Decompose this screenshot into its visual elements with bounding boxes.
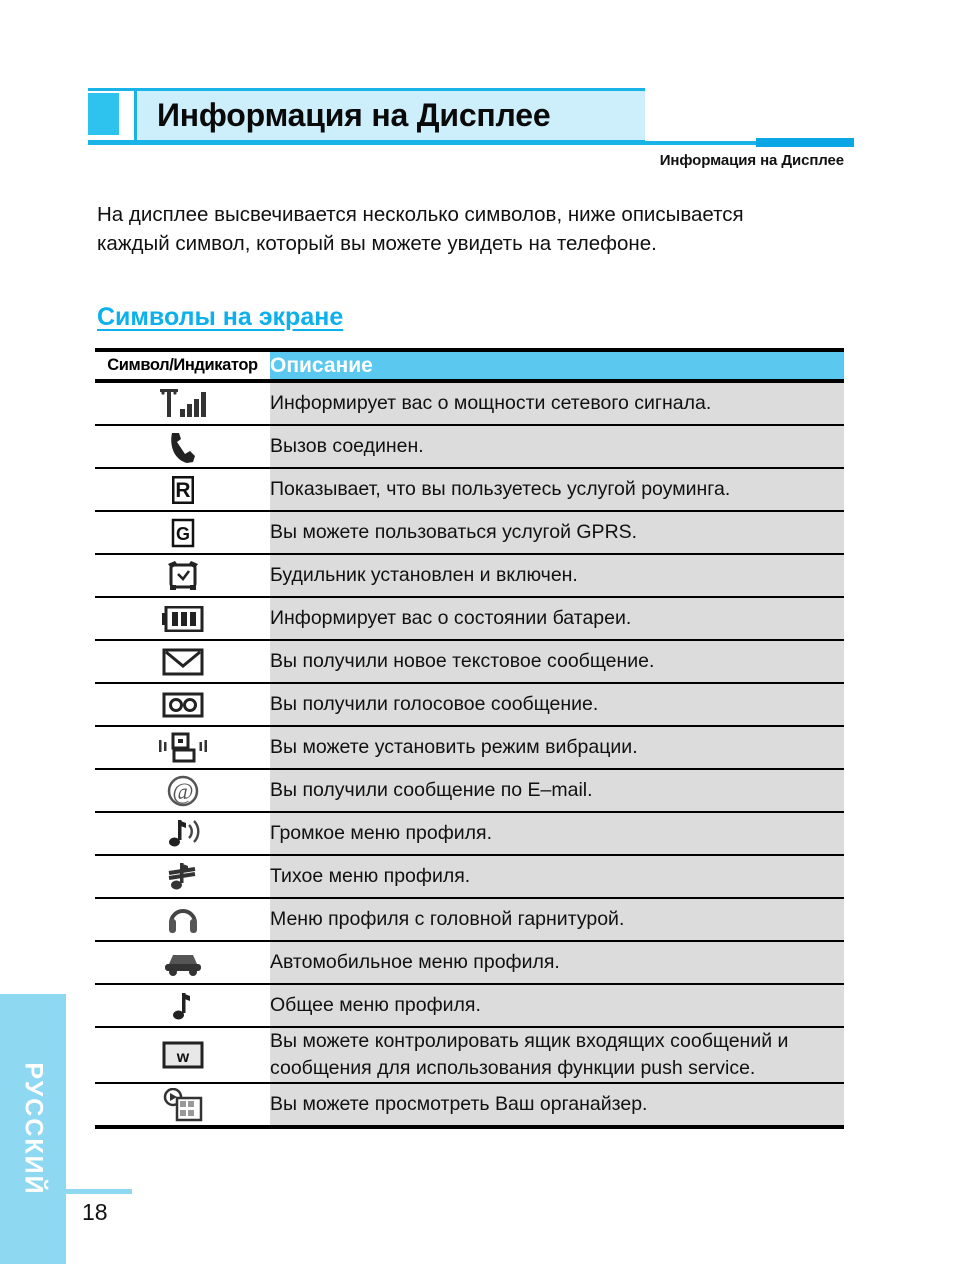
description-cell: Вы получили новое текстовое сообщение.	[270, 640, 844, 683]
description-cell: Информирует вас о состоянии батареи.	[270, 597, 844, 640]
svg-text:R: R	[174, 478, 191, 502]
symbol-cell	[95, 812, 270, 855]
silent-profile-icon	[95, 856, 270, 897]
table-row	[95, 468, 844, 511]
symbol-cell	[95, 554, 270, 597]
table-row	[95, 769, 844, 812]
symbol-cell	[95, 381, 270, 425]
page-header	[88, 88, 645, 143]
symbol-cell	[95, 984, 270, 1027]
symbol-cell	[95, 726, 270, 769]
symbol-cell	[95, 511, 270, 554]
headset-profile-icon	[95, 899, 270, 940]
description-cell: Тихое меню профиля.	[270, 855, 844, 898]
signal-strength-icon	[95, 383, 270, 424]
description-cell: Вы можете просмотреть Ваш органайзер.	[270, 1083, 844, 1127]
running-head: Информация на Дисплее	[659, 152, 844, 169]
loud-profile-icon	[95, 813, 270, 854]
section-heading: Символы на экране	[97, 303, 344, 331]
description-cell: Громкое меню профиля.	[270, 812, 844, 855]
table-row	[95, 511, 844, 554]
symbol-cell	[95, 898, 270, 941]
running-head-rule	[88, 141, 756, 145]
table-row	[95, 640, 844, 683]
table-row	[95, 597, 844, 640]
symbol-cell	[95, 855, 270, 898]
header-accent-swatch	[88, 93, 119, 135]
table-row	[95, 1027, 844, 1083]
table-row	[95, 898, 844, 941]
description-cell: Вызов соединен.	[270, 425, 844, 468]
symbol-cell	[95, 640, 270, 683]
symbol-cell	[95, 769, 270, 812]
running-head-rule-accent	[756, 138, 854, 147]
table-row	[95, 812, 844, 855]
symbol-cell	[95, 683, 270, 726]
table-row	[95, 726, 844, 769]
table-row	[95, 1083, 844, 1127]
description-cell: Автомобильное меню профиля.	[270, 941, 844, 984]
page-number-rule	[66, 1189, 132, 1194]
roaming-icon	[95, 469, 270, 510]
description-cell: Информирует вас о мощности сетевого сигнала.	[270, 381, 844, 425]
vibration-icon	[95, 727, 270, 768]
table-row	[95, 554, 844, 597]
description-cell: Общее меню профиля.	[270, 984, 844, 1027]
symbol-cell	[95, 468, 270, 511]
symbol-cell	[95, 1027, 270, 1083]
email-at-icon	[95, 770, 270, 811]
page-title: Информация на Дисплее	[157, 97, 551, 133]
description-cell: Вы можете пользоваться услугой GPRS.	[270, 511, 844, 554]
battery-icon	[95, 598, 270, 639]
wap-inbox-icon	[95, 1035, 270, 1076]
car-profile-icon	[95, 942, 270, 983]
column-header-description: Описание	[270, 350, 844, 381]
table-row	[95, 855, 844, 898]
table-header-row	[95, 350, 844, 381]
description-cell: Меню профиля с головной гарнитурой.	[270, 898, 844, 941]
general-profile-icon	[95, 985, 270, 1026]
table-row	[95, 984, 844, 1027]
envelope-icon	[95, 641, 270, 682]
svg-text:@: @	[171, 778, 194, 804]
intro-paragraph: На дисплее высвечивается несколько символов, ниже описывается каждый символ, который вы можете увидеть на телефоне.	[97, 203, 744, 255]
svg-text:G: G	[175, 523, 190, 544]
description-cell: Вы можете контролировать ящик входящих сообщений и сообщения для использования функции push service.	[270, 1027, 844, 1083]
description-cell: Показывает, что вы пользуетесь услугой роуминга.	[270, 468, 844, 511]
description-cell: Вы можете установить режим вибрации.	[270, 726, 844, 769]
table-row	[95, 941, 844, 984]
symbols-table-body	[95, 381, 844, 1127]
organizer-icon	[95, 1084, 270, 1125]
description-cell: Будильник установлен и включен.	[270, 554, 844, 597]
table-row	[95, 683, 844, 726]
symbol-cell	[95, 597, 270, 640]
page-number: 18	[82, 1199, 108, 1225]
header-title-box	[134, 91, 645, 140]
call-connected-icon	[95, 426, 270, 467]
gprs-icon	[95, 512, 270, 553]
voicemail-icon	[95, 684, 270, 725]
description-cell: Вы получили сообщение по E–mail.	[270, 769, 844, 812]
table-row	[95, 425, 844, 468]
symbol-cell	[95, 941, 270, 984]
alarm-clock-icon	[95, 555, 270, 596]
language-sidebar	[0, 994, 66, 1264]
symbols-table	[95, 348, 844, 1129]
table-row	[95, 381, 844, 425]
language-label: РУССКИЙ	[19, 1062, 48, 1196]
symbol-cell	[95, 1083, 270, 1127]
column-header-symbol: Символ/Индикатор	[95, 350, 270, 381]
description-cell: Вы получили голосовое сообщение.	[270, 683, 844, 726]
svg-text:w: w	[176, 1049, 189, 1066]
symbol-cell	[95, 425, 270, 468]
